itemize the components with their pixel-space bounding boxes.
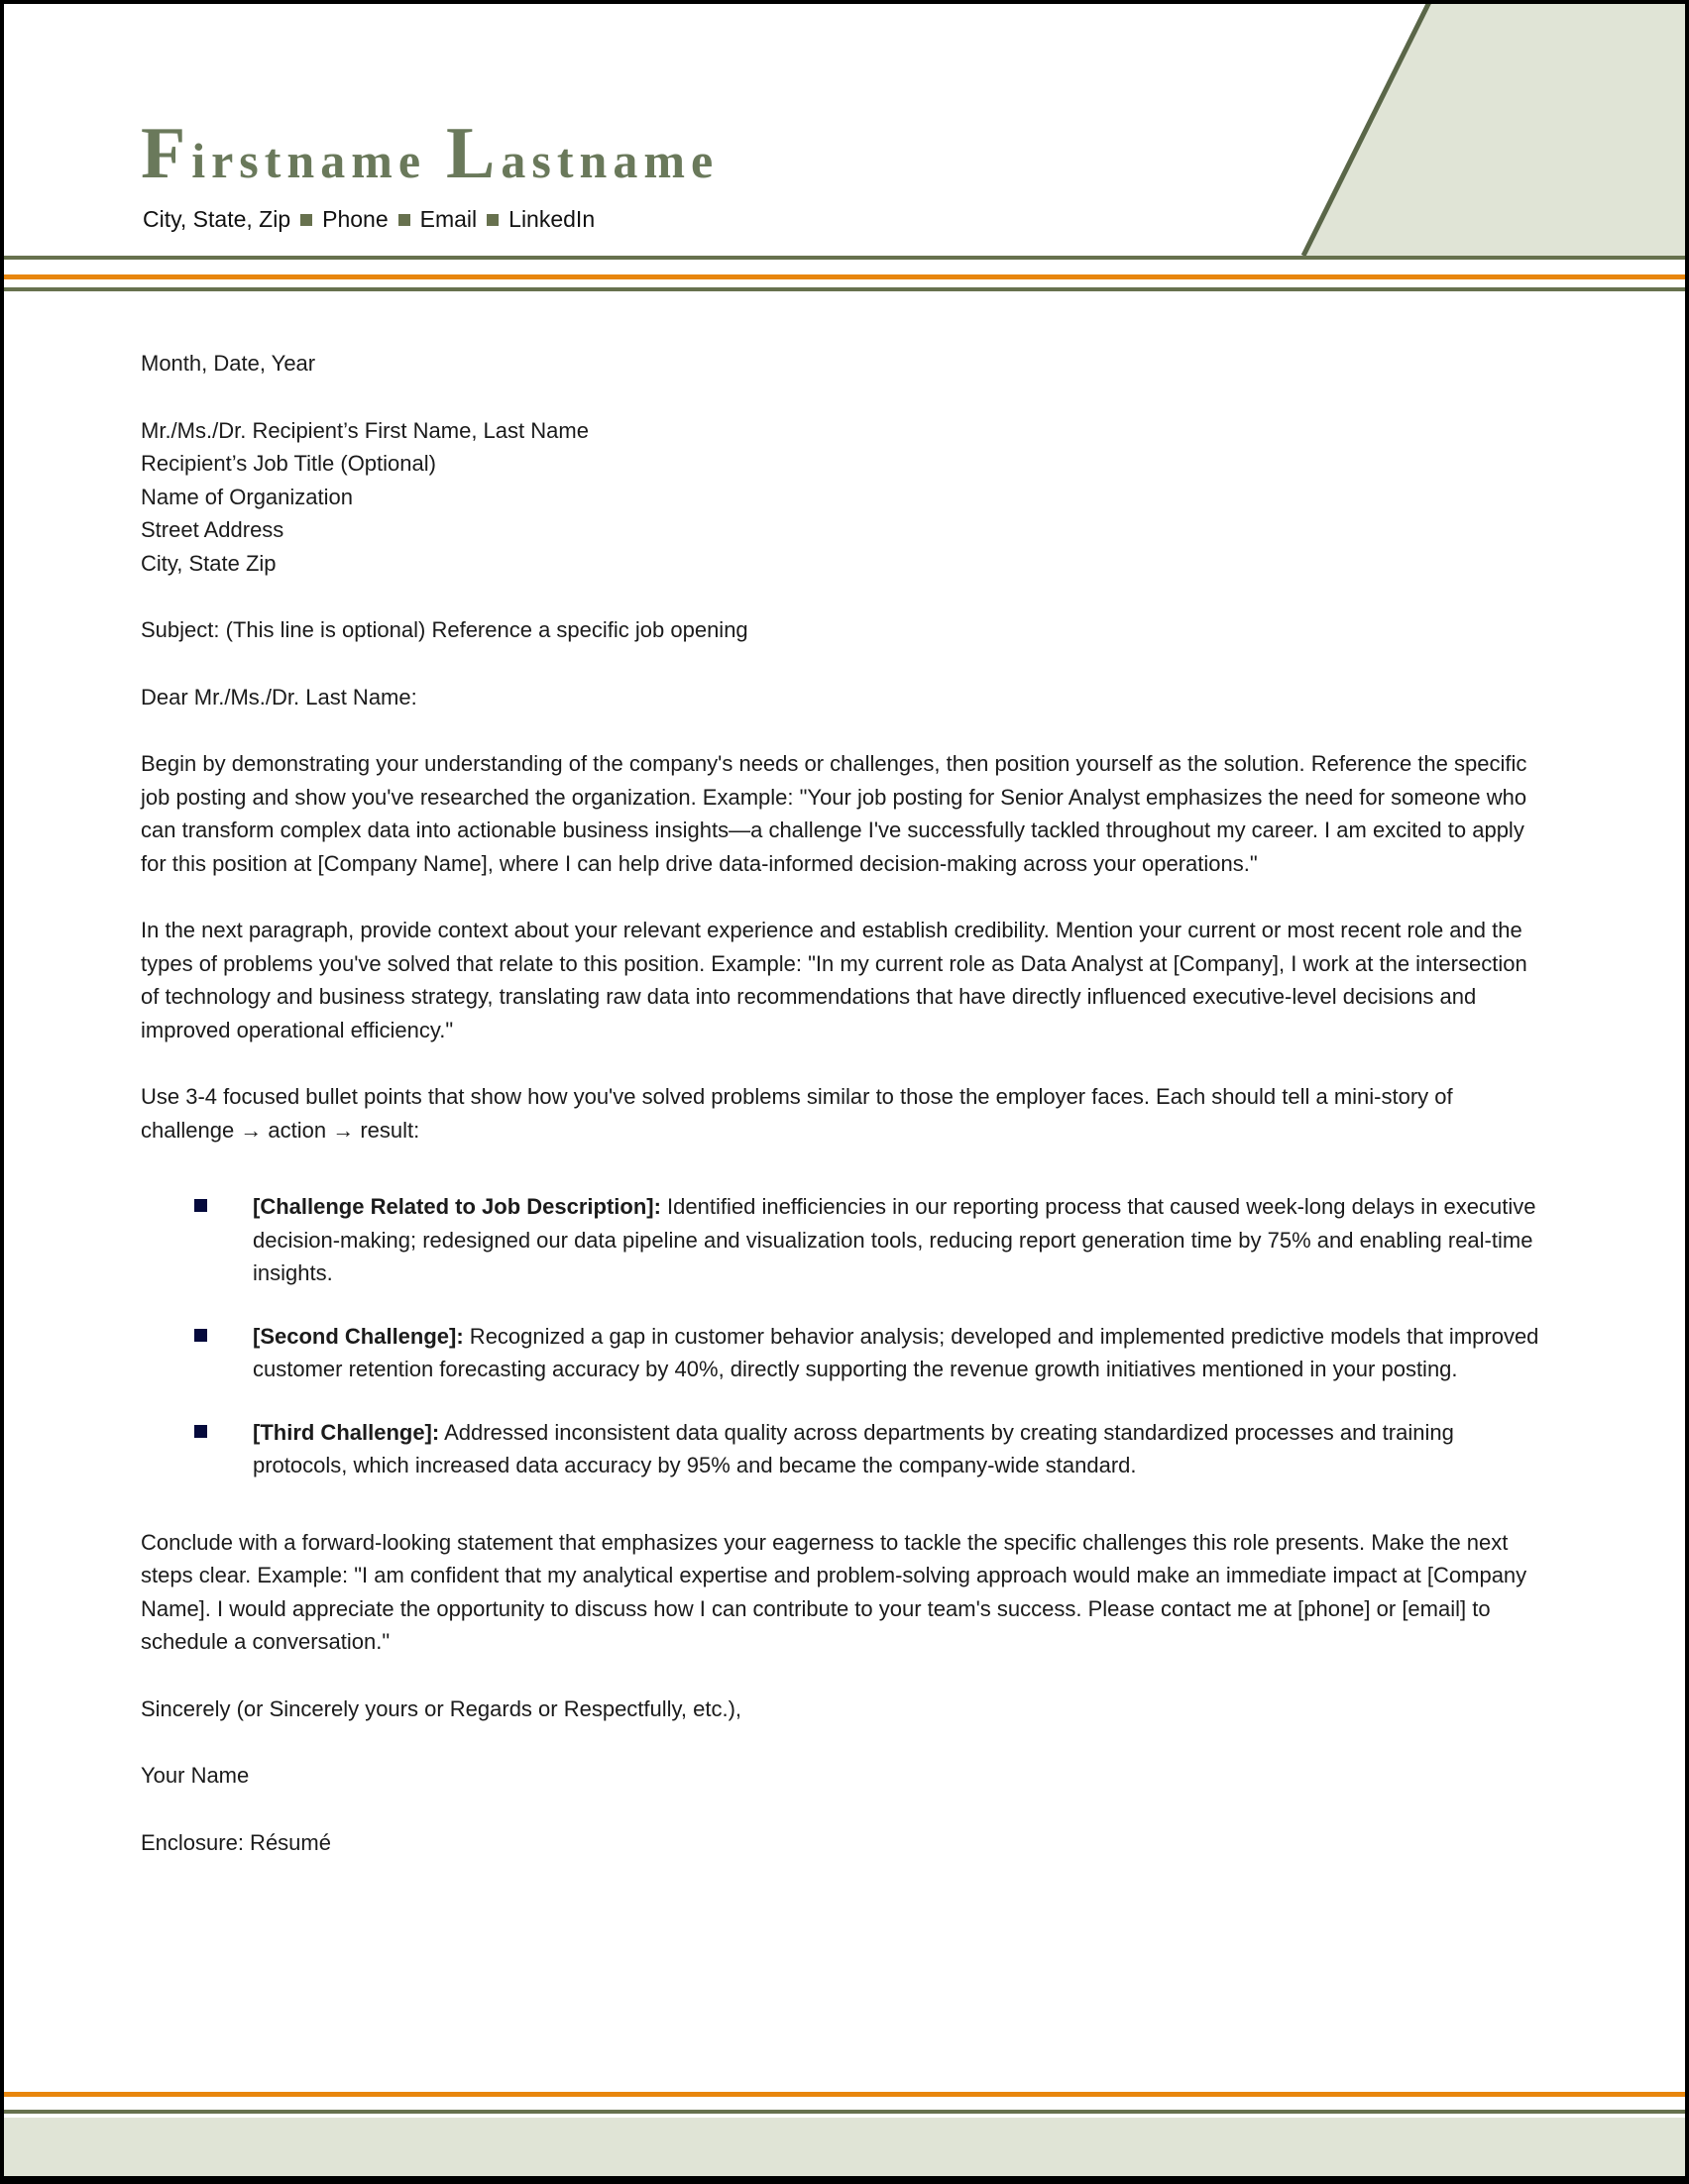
divider-orange: [0, 274, 1689, 279]
footer-orange-line: [0, 2092, 1689, 2097]
contact-location: City, State, Zip: [143, 206, 291, 232]
bullet-lead: [Third Challenge]:: [253, 1419, 440, 1445]
recipient-line: City, State Zip: [141, 550, 277, 576]
letter-body: [141, 291, 1550, 1859]
bullet-square-icon: [194, 1425, 207, 1438]
challenge-bullet-list: [141, 1190, 1550, 1482]
bullet-square-icon: [194, 1329, 207, 1342]
separator-square-icon: [487, 214, 499, 226]
paragraph-experience: In the next paragraph, provide context about your relevant experience and establish credibility. Mention your current or most recent role and the types of problems you've solved that relate to this position. Example: "In my current role as Data Analyst at [Company], I work at the intersection of technology and business strategy, translating raw data into recommendations that have directly influenced executive-level decisions and improved operational efficiency.": [141, 918, 1527, 1042]
letterhead-name: [141, 113, 720, 194]
recipient-line: Name of Organization: [141, 484, 353, 509]
divider-olive-top: [0, 256, 1689, 260]
name-last-initial: L: [446, 113, 502, 194]
footer-sage-band: [0, 2118, 1689, 2176]
date-line: Month, Date, Year: [141, 351, 316, 376]
bullet-lead: [Second Challenge]:: [253, 1323, 464, 1349]
divider-olive-bottom: [0, 287, 1689, 291]
contact-phone: Phone: [322, 206, 389, 232]
name-last-rest: astname: [501, 133, 720, 188]
paragraph-closing: Conclude with a forward-looking statement that emphasizes your eagerness to tackle the specific challenges this role presents. Make the next steps clear. Example: "I am confident that my analytical expertise and problem-solving approach would make an immediate impact at [Company Name]. I would appreciate the opportunity to discuss how I can contribute to your team's success. Please contact me at [phone] or [email] to schedule a conversation.": [141, 1529, 1527, 1654]
bullet-item: [141, 1416, 1550, 1482]
contact-email: Email: [419, 206, 478, 232]
name-first-rest: irstname: [191, 133, 427, 188]
footer-olive-line: [0, 2110, 1689, 2114]
recipient-line: Recipient’s Job Title (Optional): [141, 451, 436, 476]
name-first-initial: F: [141, 113, 192, 194]
recipient-line: Mr./Ms./Dr. Recipient’s First Name, Last Name: [141, 417, 589, 443]
signature-name: Your Name: [141, 1763, 250, 1788]
bullet-text: Identified inefficiencies in our reporting process that caused week-long delays in executive decision-making; redesigned our data pipeline and visualization tools, reducing report generation time by 75% and enabling real-time insights.: [253, 1194, 1536, 1285]
paragraph-opening: Begin by demonstrating your understanding of the company's needs or challenges, then position yourself as the solution. Reference the specific job posting and show you've researched the organization. Example: "Your job posting for Senior Analyst emphasizes the need for someone who can transform complex data into actionable business insights—a challenge I've successfully tackled throughout my career. I am excited to apply for this position at [Company Name], where I can help drive data-informed decision-making across your operations.": [141, 751, 1527, 876]
enclosure-line: Enclosure: Résumé: [141, 1829, 331, 1855]
recipient-address-block: [141, 414, 1550, 581]
bullet-text: Recognized a gap in customer behavior analysis; developed and implemented predictive models that improved customer retention forecasting accuracy by 40%, directly supporting the revenue growth initiatives mentioned in your posting.: [253, 1323, 1539, 1381]
bullet-item: [141, 1190, 1550, 1290]
bullet-square-icon: [194, 1199, 207, 1212]
bullet-item: [141, 1320, 1550, 1386]
contact-linkedin: LinkedIn: [508, 206, 596, 232]
signoff-line: Sincerely (or Sincerely yours or Regards or Respectfully, etc.),: [141, 1695, 742, 1721]
paragraph-bullets-intro: Use 3-4 focused bullet points that show how you've solved problems similar to those the employer faces. Each should tell a mini-story of challenge → action → result:: [141, 1084, 1453, 1143]
bullet-lead: [Challenge Related to Job Description]:: [253, 1194, 661, 1219]
separator-square-icon: [300, 214, 312, 226]
letterhead-contact: [143, 206, 595, 233]
bullet-text: Addressed inconsistent data quality across departments by creating standardized processes and training protocols, which increased data accuracy by 95% and became the company-wide standard.: [253, 1419, 1454, 1477]
subject-line: Subject: (This line is optional) Reference a specific job opening: [141, 617, 748, 642]
recipient-line: Street Address: [141, 517, 284, 542]
salutation: Dear Mr./Ms./Dr. Last Name:: [141, 684, 417, 710]
separator-square-icon: [398, 214, 410, 226]
